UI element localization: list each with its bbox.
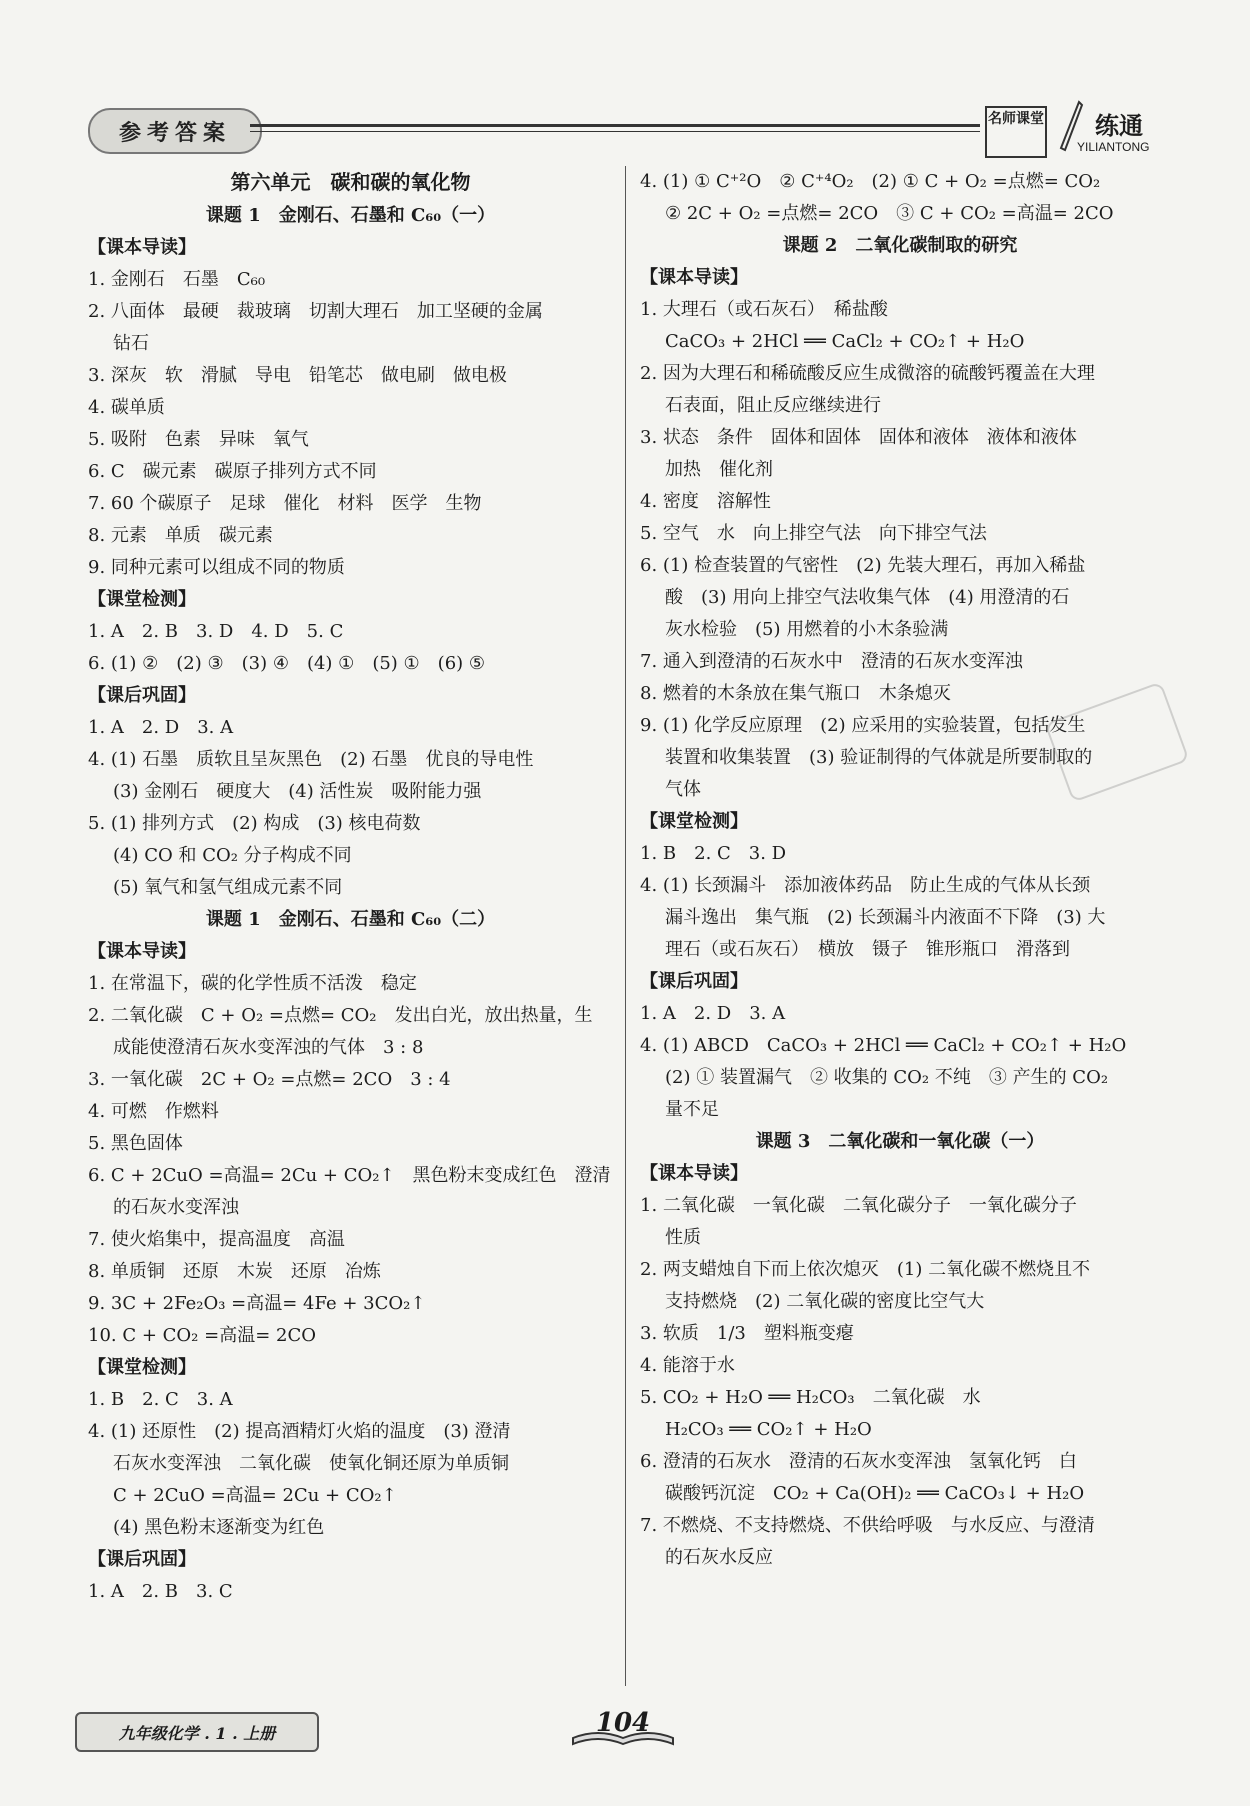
answer-line: 理石（或石灰石） 横放 镊子 锥形瓶口 滑落到 (665, 939, 1070, 960)
answer-line: 4. 碳单质 (88, 397, 165, 418)
answer-line: 石表面，阻止反应继续进行 (665, 395, 881, 416)
answer-line: 1. 在常温下，碳的化学性质不活泼 稳定 (88, 973, 417, 994)
answer-line: (2) ① 装置漏气 ② 收集的 CO₂ 不纯 ③ 产生的 CO₂ (665, 1067, 1109, 1088)
answer-line: 8. 单质铜 还原 木炭 还原 冶炼 (88, 1261, 381, 1282)
section-heading: 【课后巩固】 (640, 971, 748, 992)
answer-line: 4. 密度 溶解性 (640, 491, 771, 512)
answer-line: 6. (1) ② (2) ③ (3) ④ (4) ① (5) ① (6) ⑤ (88, 653, 486, 674)
answer-line: 钻石 (113, 333, 149, 354)
lesson-title: 课题 1 金刚石、石墨和 C₆₀（一） (205, 205, 496, 226)
answer-line: (4) CO 和 CO₂ 分子构成不同 (113, 845, 352, 866)
answer-line: 4. (1) 长颈漏斗 添加液体药品 防止生成的气体从长颈 (640, 875, 1091, 896)
answer-line: 石灰水变浑浊 二氧化碳 使氧化铜还原为单质铜 (113, 1453, 509, 1474)
answer-line: 1. B 2. C 3. D (640, 843, 787, 864)
answer-line: 加热 催化剂 (665, 459, 773, 480)
answer-line: 成能使澄清石灰水变浑浊的气体 3 : 8 (113, 1037, 424, 1058)
answer-line: 3. 一氧化碳 2C + O₂ =点燃= 2CO 3 : 4 (88, 1069, 451, 1090)
answer-line: H₂CO₃ ══ CO₂↑ + H₂O (665, 1419, 872, 1440)
answer-line: 1. 二氧化碳 一氧化碳 二氧化碳分子 一氧化碳分子 (640, 1195, 1077, 1216)
unit-title: 第六单元 碳和碳的氧化物 (230, 170, 471, 194)
logo-roman: YILIANTONG (1077, 140, 1150, 154)
answer-line: 5. (1) 排列方式 (2) 构成 (3) 核电荷数 (88, 813, 421, 834)
answer-line: 2. 因为大理石和稀硫酸反应生成微溶的硫酸钙覆盖在大理 (640, 363, 1095, 384)
answer-line: 性质 (665, 1227, 701, 1248)
answer-line: 5. CO₂ + H₂O ══ H₂CO₃ 二氧化碳 水 (640, 1387, 981, 1408)
answer-line: 的石灰水变浑浊 (113, 1197, 239, 1218)
answer-line: 3. 状态 条件 固体和固体 固体和液体 液体和液体 (640, 427, 1077, 448)
logo-box: 名师课堂 (985, 106, 1047, 158)
answer-line: (5) 氧气和氢气组成元素不同 (113, 877, 343, 898)
answer-line: 6. (1) 检查装置的气密性 (2) 先装大理石，再加入稀盐 (640, 555, 1086, 576)
answer-line: CaCO₃ + 2HCl ══ CaCl₂ + CO₂↑ + H₂O (665, 331, 1025, 352)
answer-line: 5. 吸附 色素 异味 氧气 (88, 429, 309, 450)
book-label: 九年级化学 . 1 . 上册 (75, 1712, 319, 1752)
lesson-title: 课题 3 二氧化碳和一氧化碳（一） (755, 1131, 1045, 1152)
section-heading: 【课本导读】 (640, 267, 748, 288)
logo-brand: 练通 (1095, 111, 1143, 140)
answer-line: 1. A 2. B 3. D 4. D 5. C (88, 621, 344, 642)
answer-line: C + 2CuO =高温= 2Cu + CO₂↑ (113, 1485, 397, 1506)
section-heading: 【课后巩固】 (88, 1549, 196, 1570)
lesson-title: 课题 2 二氧化碳制取的研究 (782, 235, 1018, 256)
answer-line: 2. 二氧化碳 C + O₂ =点燃= CO₂ 发出白光，放出热量，生 (88, 1005, 593, 1026)
answer-line: (4) 黑色粉末逐渐变为红色 (113, 1517, 325, 1538)
answer-line: 的石灰水反应 (665, 1547, 773, 1568)
answer-line: 4. (1) 还原性 (2) 提高酒精灯火焰的温度 (3) 澄清 (88, 1421, 511, 1442)
section-heading: 【课堂检测】 (88, 589, 196, 610)
answer-line: 9. 3C + 2Fe₂O₃ =高温= 4Fe + 3CO₂↑ (88, 1293, 426, 1314)
column-divider (625, 166, 626, 1686)
publisher-logo (985, 100, 1155, 160)
answer-line: 1. 金刚石 石墨 C₆₀ (88, 269, 266, 290)
section-heading: 【课堂检测】 (88, 1357, 196, 1378)
answer-line: 4. 可燃 作燃料 (88, 1101, 219, 1122)
answer-line: 7. 使火焰集中，提高温度 高温 (88, 1229, 345, 1250)
answer-line: 漏斗逸出 集气瓶 (2) 长颈漏斗内液面不下降 (3) 大 (665, 907, 1106, 928)
answer-line: 4. 能溶于水 (640, 1355, 735, 1376)
header-rule-thin (250, 131, 980, 132)
answer-line: 7. 60 个碳原子 足球 催化 材料 医学 生物 (88, 493, 482, 514)
answer-line: 支持燃烧 (2) 二氧化碳的密度比空气大 (665, 1291, 985, 1312)
answer-line: 2. 两支蜡烛自下而上依次熄灭 (1) 二氧化碳不燃烧且不 (640, 1259, 1091, 1280)
answer-line: 9. (1) 化学反应原理 (2) 应采用的实验装置，包括发生 (640, 715, 1086, 736)
answer-line: 1. A 2. B 3. C (88, 1581, 233, 1602)
answer-line: 4. (1) ① C⁺²O ② C⁺⁴O₂ (2) ① C + O₂ =点燃= CO₂ (640, 171, 1101, 192)
answer-line: 8. 燃着的木条放在集气瓶口 木条熄灭 (640, 683, 951, 704)
answer-line: 9. 同种元素可以组成不同的物质 (88, 557, 345, 578)
answer-line: 4. (1) ABCD CaCO₃ + 2HCl ══ CaCl₂ + CO₂↑ + H₂O (640, 1035, 1127, 1056)
answer-line: 1. A 2. D 3. A (88, 717, 234, 738)
answer-line: 碳酸钙沉淀 CO₂ + Ca(OH)₂ ══ CaCO₃↓ + H₂O (665, 1483, 1085, 1504)
section-heading: 【课堂检测】 (640, 811, 748, 832)
answer-line: 1. 大理石（或石灰石） 稀盐酸 (640, 299, 888, 320)
answer-line: 1. A 2. D 3. A (640, 1003, 786, 1024)
header-rule (250, 124, 980, 127)
section-heading: 【课后巩固】 (88, 685, 196, 706)
answer-key-badge: 参考答案 (88, 108, 262, 154)
answer-line: 灰水检验 (5) 用燃着的小木条验满 (665, 619, 949, 640)
answer-line: (3) 金刚石 硬度大 (4) 活性炭 吸附能力强 (113, 781, 482, 802)
answer-line: 7. 通入到澄清的石灰水中 澄清的石灰水变浑浊 (640, 651, 1023, 672)
section-heading: 【课本导读】 (88, 941, 196, 962)
section-heading: 【课本导读】 (88, 237, 196, 258)
answer-line: 5. 黑色固体 (88, 1133, 183, 1154)
answer-line: 6. 澄清的石灰水 澄清的石灰水变浑浊 氢氧化钙 白 (640, 1451, 1077, 1472)
answer-line: 1. B 2. C 3. A (88, 1389, 233, 1410)
answer-line: 6. C + 2CuO =高温= 2Cu + CO₂↑ 黑色粉末变成红色 澄清 (88, 1165, 611, 1186)
left-column (88, 166, 613, 1608)
section-heading: 【课本导读】 (640, 1163, 748, 1184)
answer-line: ② 2C + O₂ =点燃= 2CO ③ C + CO₂ =高温= 2CO (665, 203, 1114, 224)
answer-line: 3. 软质 1/3 塑料瓶变瘪 (640, 1323, 854, 1344)
answer-line: 量不足 (665, 1099, 719, 1120)
page-number (568, 1700, 678, 1746)
answer-line: 10. C + CO₂ =高温= 2CO (88, 1325, 316, 1346)
answer-line: 6. C 碳元素 碳原子排列方式不同 (88, 461, 377, 482)
right-column (640, 166, 1160, 1574)
page-number-text: 104 (595, 1708, 651, 1738)
answer-line: 8. 元素 单质 碳元素 (88, 525, 273, 546)
answer-line: 装置和收集装置 (3) 验证制得的气体就是所要制取的 (665, 747, 1093, 768)
answer-line: 3. 深灰 软 滑腻 导电 铅笔芯 做电刷 做电极 (88, 365, 507, 386)
answer-line: 4. (1) 石墨 质软且呈灰黑色 (2) 石墨 优良的导电性 (88, 749, 534, 770)
answer-line: 气体 (665, 779, 701, 800)
answer-line: 2. 八面体 最硬 裁玻璃 切割大理石 加工坚硬的金属 (88, 301, 543, 322)
answer-line: 7. 不燃烧、不支持燃烧、不供给呼吸 与水反应、与澄清 (640, 1515, 1095, 1536)
lesson-title: 课题 1 金刚石、石墨和 C₆₀（二） (205, 909, 496, 930)
answer-line: 酸 (3) 用向上排空气法收集气体 (4) 用澄清的石 (665, 587, 1070, 608)
answer-line: 5. 空气 水 向上排空气法 向下排空气法 (640, 523, 987, 544)
